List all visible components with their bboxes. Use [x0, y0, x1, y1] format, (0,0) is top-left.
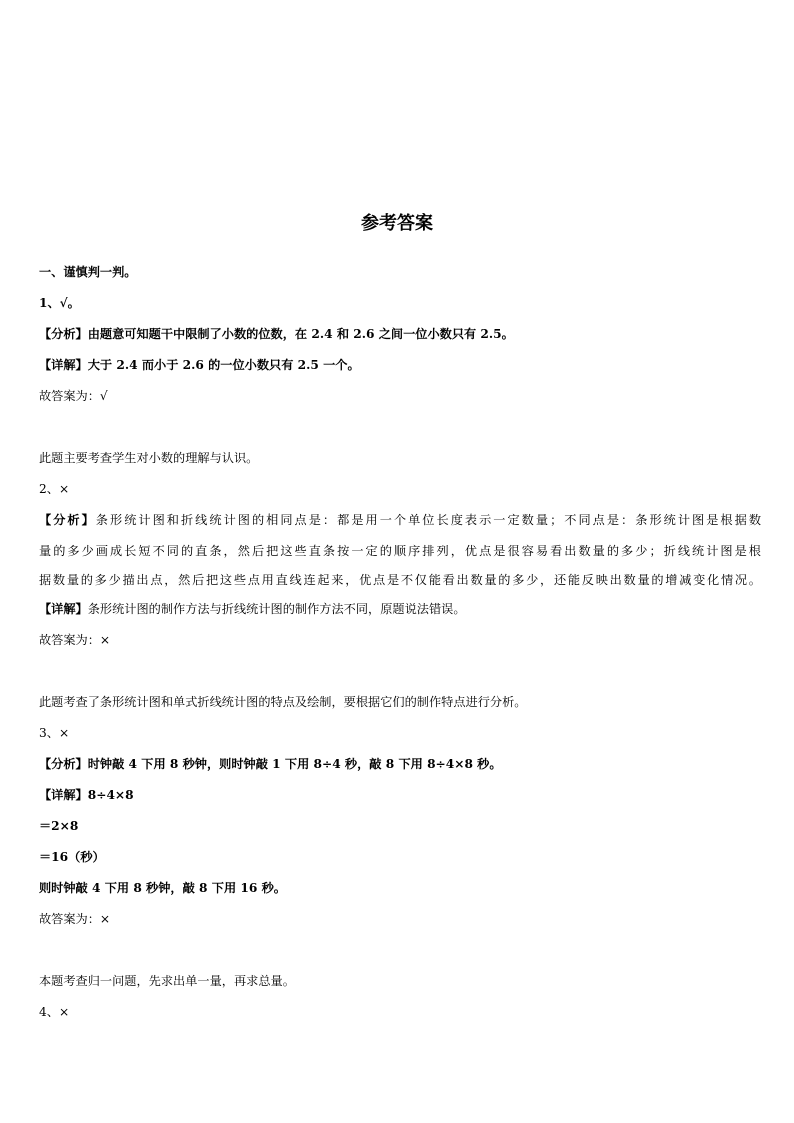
q2-answer: 故答案为：× — [39, 633, 111, 647]
spacer — [39, 417, 761, 448]
q2-analysis-line-3: 据数量的多少描出点，然后把这些点用直线连起来，优点是不仅能看出数量的多少，还能反映出数量的增减变化情况。 — [39, 573, 761, 587]
detail-tag: 【详解】 — [39, 602, 88, 616]
q3-analysis — [39, 754, 761, 775]
q3-answer: 故答案为：× — [39, 912, 111, 926]
q1-detail-text: 大于 2.4 而小于 2.6 的一位小数只有 2.5 一个。 — [87, 358, 360, 372]
q3-heading: 3、× — [39, 726, 70, 740]
q2-detail — [39, 599, 761, 620]
q2-detail-text: 条形统计图的制作方法与折线统计图的制作方法不同，原题说法错误。 — [87, 602, 466, 616]
q3-step-2: ＝16（秒） — [39, 850, 105, 864]
spacer — [39, 661, 761, 692]
q3-comment: 本题考查归一问题，先求出单一量，再求总量。 — [39, 974, 295, 988]
analysis-tag: 【分析】 — [39, 513, 96, 527]
q3-conclusion: 则时钟敲 4 下用 8 秒钟，敲 8 下用 16 秒。 — [39, 881, 286, 895]
q3-step-1: ＝2×8 — [39, 819, 79, 833]
q2-comment: 此题考查了条形统计图和单式折线统计图的特点及绘制，要根据它们的制作特点进行分析。 — [39, 695, 527, 709]
q2-analysis-text-1: 条形统计图和折线统计图的相同点是：都是用一个单位长度表示一定数量；不同点是：条形统计图是根据数 — [95, 513, 762, 527]
spacer — [39, 940, 761, 971]
q3-analysis-text: 时钟敲 4 下用 8 秒钟，则时钟敲 1 下用 8÷4 秒，敲 8 下用 8÷4×8 秒。 — [87, 757, 502, 771]
q3-detail — [39, 785, 761, 806]
q4-heading: 4、× — [39, 1005, 70, 1019]
q2-analysis-line-1 — [39, 510, 761, 531]
q1-answer: 故答案为：√ — [39, 389, 108, 403]
q3-detail-text: 8÷4×8 — [87, 788, 134, 802]
q2-analysis-line-2: 量的多少画成长短不同的直条，然后把这些直条按一定的顺序排列，优点是很容易看出数量的多少；折线统计图是根 — [39, 544, 761, 558]
section-heading: 一、谨慎判一判。 — [39, 265, 137, 279]
q1-analysis-text: 由题意可知题干中限制了小数的位数，在 2.4 和 2.6 之间一位小数只有 2.5。 — [87, 327, 514, 341]
page-title: 参考答案 — [361, 213, 433, 234]
detail-tag: 【详解】 — [39, 358, 88, 372]
q1-analysis — [39, 324, 761, 345]
analysis-tag: 【分析】 — [39, 757, 88, 771]
q2-heading: 2、× — [39, 482, 70, 496]
q1-comment: 此题主要考查学生对小数的理解与认识。 — [39, 451, 259, 465]
q1-detail — [39, 355, 761, 376]
analysis-tag: 【分析】 — [39, 327, 88, 341]
q1-heading: 1、√。 — [39, 296, 80, 310]
detail-tag: 【详解】 — [39, 788, 88, 802]
answer-content — [39, 262, 761, 1033]
